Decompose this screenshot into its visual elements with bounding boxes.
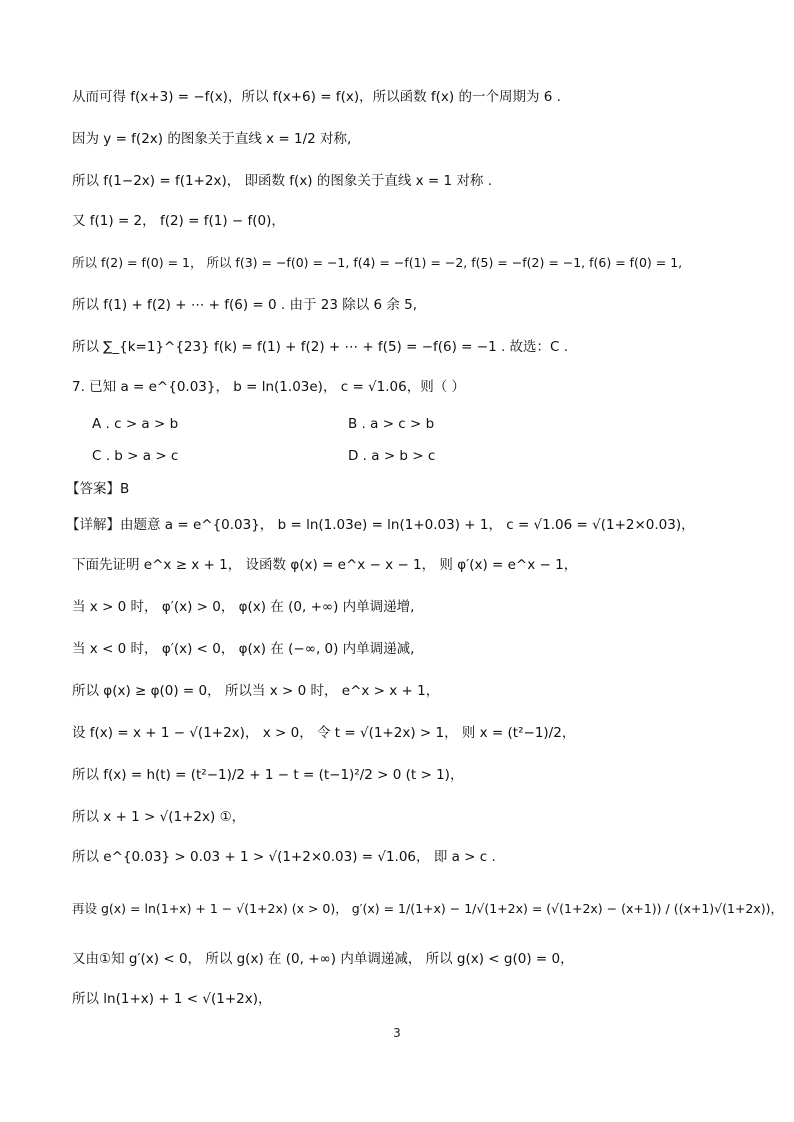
text-line-7: 所以 ∑_{k=1}^{23} f(k) = f(1) + f(2) + ⋯ + f(5) = −f(6) = −1 . 故选：C . [72, 339, 569, 355]
text-line-6: 所以 f(1) + f(2) + ⋯ + f(6) = 0 . 由于 23 除以 6 余 5, [72, 297, 418, 313]
detail-line-1: 【详解】由题意 a = e^{0.03}， b = ln(1.03e) = ln(1+0.03) + 1， c = √1.06 = √(1+2×0.03)， [66, 517, 695, 533]
detail-line-9: 所以 e^{0.03} > 0.03 + 1 > √(1+2×0.03) = √1.06， 即 a > c . [72, 849, 496, 865]
detail-line-11: 又由①知 g′(x) < 0， 所以 g(x) 在 (0, +∞) 内单调递减， 所以 g(x) < g(0) = 0， [72, 951, 574, 967]
text-line-3: 所以 f(1−2x) = f(1+2x)， 即函数 f(x) 的图象关于直线 x = 1 对称 . [72, 173, 493, 189]
detail-line-6: 设 f(x) = x + 1 − √(1+2x)， x > 0， 令 t = √(1+2x) > 1， 则 x = (t²−1)/2， [72, 725, 576, 741]
detail-line-5: 所以 φ(x) ≥ φ(0) = 0， 所以当 x > 0 时， e^x > x + 1， [72, 683, 440, 699]
text-line-4: 又 f(1) = 2， f(2) = f(1) − f(0)， [72, 213, 285, 229]
detail-line-8: 所以 x + 1 > √(1+2x) ①， [72, 809, 246, 825]
detail-line-2: 下面先证明 e^x ≥ x + 1， 设函数 φ(x) = e^x − x − 1， 则 φ′(x) = e^x − 1， [72, 557, 578, 573]
text-line-2: 因为 y = f(2x) 的图象关于直线 x = 1/2 对称, [72, 131, 352, 147]
option-d: D . a > b > c [348, 448, 436, 464]
question-7-stem: 7. 已知 a = e^{0.03}， b = ln(1.03e)， c = √1.06，则（ ） [72, 379, 466, 395]
text-line-5: 所以 f(2) = f(0) = 1， 所以 f(3) = −f(0) = −1, f(4) = −f(1) = −2, f(5) = −f(2) = −1, f(6) = f(0) = 1, [72, 255, 683, 270]
option-a: A . c > a > b [92, 416, 179, 432]
answer-line: 【答案】B [66, 481, 130, 497]
text-line-1: 从而可得 f(x+3) = −f(x)，所以 f(x+6) = f(x)，所以函数 f(x) 的一个周期为 6 . [72, 89, 561, 105]
detail-line-7: 所以 f(x) = h(t) = (t²−1)/2 + 1 − t = (t−1)²/2 > 0 (t > 1)， [72, 767, 464, 783]
option-b: B . a > c > b [348, 416, 435, 432]
page-number: 3 [393, 1026, 401, 1040]
detail-line-10: 再设 g(x) = ln(1+x) + 1 − √(1+2x) (x > 0)， g′(x) = 1/(1+x) − 1/√(1+2x) = (√(1+2x) − (x+1)) / ((x+1)√(1+2x))， [72, 901, 784, 916]
detail-line-4: 当 x < 0 时， φ′(x) < 0， φ(x) 在 (−∞, 0) 内单调递减, [72, 641, 415, 657]
option-c: C . b > a > c [92, 448, 179, 464]
detail-line-12: 所以 ln(1+x) + 1 < √(1+2x)， [72, 991, 272, 1007]
detail-line-3: 当 x > 0 时， φ′(x) > 0， φ(x) 在 (0, +∞) 内单调递增, [72, 599, 415, 615]
